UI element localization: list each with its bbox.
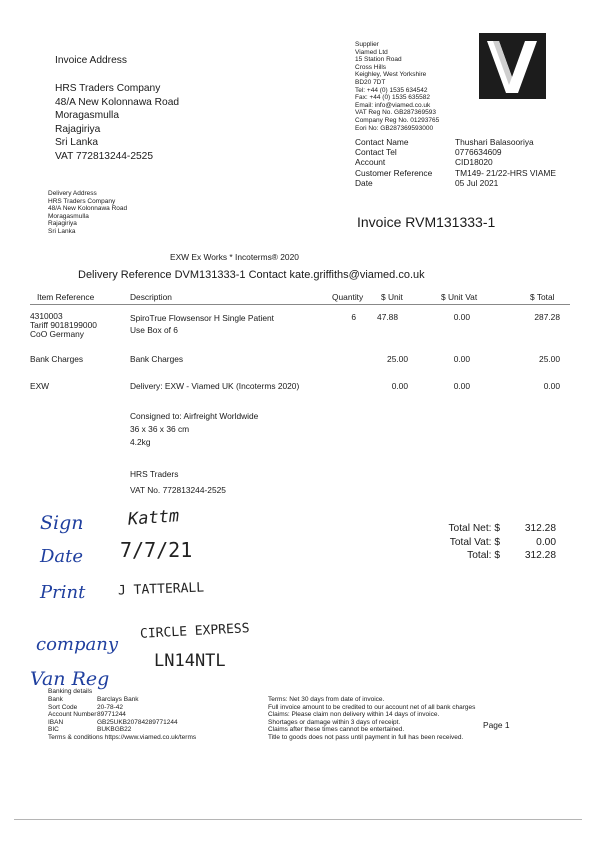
item-unit-vat: 0.00 xyxy=(453,312,470,322)
supplier-line: Cross Hills xyxy=(355,63,387,71)
terms xyxy=(268,696,475,742)
invoice-address-line: 48/A New Kolonnawa Road xyxy=(55,96,180,108)
supplier-line: Tel: +44 (0) 1535 634542 xyxy=(355,86,428,94)
handwritten-print-name: J TATTERALL xyxy=(117,580,205,599)
supplier-line: Viamed Ltd xyxy=(355,48,388,56)
supplier-line: Email: info@viamed.co.uk xyxy=(355,101,431,109)
banking-label: Sort Code xyxy=(48,703,78,711)
terms-line: Claims: Please claim non delivery within 14 days of invoice. xyxy=(268,711,440,719)
delivery-address-line: 48/A New Kolonnawa Road xyxy=(48,205,128,213)
item-tariff: Tariff 9018199000 xyxy=(30,320,97,331)
banking-value: BUKBGB22 xyxy=(97,726,132,734)
banking-label: IBAN xyxy=(48,718,64,726)
handwritten-van-reg-label: Van Reg xyxy=(30,668,110,690)
invoice-address-line: Rajagiriya xyxy=(55,123,101,135)
total-vat-value: 0.00 xyxy=(536,536,556,548)
total-label: Total: $ xyxy=(467,550,500,561)
contact-label: Date xyxy=(355,177,373,188)
contact-label: Contact Name xyxy=(355,137,409,147)
delivery-address-line: Rajagiriya xyxy=(48,220,77,228)
contact-value: CID18020 xyxy=(455,157,493,168)
supplier-line: Eori No: GB287369593000 xyxy=(355,124,434,132)
delivery-address-line: Moragasmulla xyxy=(48,212,89,220)
logo-mark-icon xyxy=(479,33,546,99)
handwritten-company-label: company xyxy=(36,634,119,655)
total-net-value: 312.28 xyxy=(524,523,556,534)
handwritten-van-reg: LN14NTL xyxy=(154,651,226,671)
handwritten-print-label: Print xyxy=(40,582,86,603)
item-unit-vat: 0.00 xyxy=(453,354,470,364)
banking-value: Barclays Bank xyxy=(97,696,139,703)
supplier-address xyxy=(355,41,439,132)
total-vat-label: Total Vat: $ xyxy=(449,536,500,548)
page-number: Page 1 xyxy=(483,720,510,730)
supplier-line: Fax: +44 (0) 1535 635582 xyxy=(355,94,430,102)
item-quantity: 6 xyxy=(351,312,356,322)
contact-details xyxy=(355,137,556,188)
delivery-address-line: HRS Traders Company xyxy=(48,197,116,205)
item-unit-price: 0.00 xyxy=(391,381,408,391)
banking-value: GB25UKB20784289771244 xyxy=(97,718,178,726)
banking-value: 89771244 xyxy=(97,711,126,719)
invoice-vat-number: VAT 772813244-2525 xyxy=(55,150,153,162)
supplier-line: Company Reg No. 01293765 xyxy=(355,116,440,124)
supplier-line: Keighley, West Yorkshire xyxy=(355,71,427,79)
item-origin: CoO Germany xyxy=(30,329,84,340)
banking-details xyxy=(48,696,196,742)
incoterms: EXW Ex Works * Incoterms® 2020 xyxy=(170,252,299,262)
item-reference: Bank Charges xyxy=(30,354,84,364)
table-header-ref: Item Reference xyxy=(37,292,95,302)
handwritten-company-name: CIRCLE EXPRESS xyxy=(139,621,250,642)
customer-name: HRS Traders xyxy=(130,469,179,479)
invoice-address-line: Moragasmulla xyxy=(55,110,119,121)
item-description-line: SpiroTrue Flowsensor H Single Patient xyxy=(130,313,274,323)
contact-value: 0776634609 xyxy=(455,147,502,158)
banking-label: Bank xyxy=(48,696,63,703)
handwritten-signature: Kattm xyxy=(127,506,180,530)
item-reference: 4310003 xyxy=(30,311,63,321)
consignment-line: 4.2kg xyxy=(130,437,151,447)
handwritten-date: 7/7/21 xyxy=(120,538,193,562)
delivery-address-line: Sri Lanka xyxy=(48,227,76,235)
banking-label: Account Number xyxy=(48,711,97,719)
item-unit-price: 25.00 xyxy=(387,354,408,364)
viamed-logo xyxy=(479,33,546,99)
customer-block xyxy=(130,466,226,498)
total-value: 312.28 xyxy=(524,550,556,561)
item-total: 0.00 xyxy=(543,381,560,391)
invoice-title: Invoice RVM131333-1 xyxy=(357,214,496,230)
supplier-line: 15 Station Road xyxy=(355,56,402,64)
terms-line: Shortages or damage within 3 days of receipt. xyxy=(268,718,401,726)
item-total: 25.00 xyxy=(539,354,560,364)
table-header-total: $ Total xyxy=(530,292,555,302)
table-header-unit: $ Unit xyxy=(381,292,403,302)
customer-vat: VAT No. 772813244-2525 xyxy=(130,485,226,495)
contact-label: Customer Reference xyxy=(355,167,433,178)
contact-value: 05 Jul 2021 xyxy=(455,177,499,188)
terms-line: Title to goods does not pass until payment in full has been received. xyxy=(268,733,464,741)
consignment-line: 36 x 36 x 36 cm xyxy=(130,424,190,434)
handwritten-date-label: Date xyxy=(40,546,84,567)
item-description: Bank Charges xyxy=(130,354,184,364)
consignment-line: Consigned to: Airfreight Worldwide xyxy=(130,411,259,421)
item-reference: EXW xyxy=(30,381,50,391)
scan-edge-divider xyxy=(14,819,582,820)
banking-heading: Banking details xyxy=(48,688,93,695)
contact-label: Contact Tel xyxy=(355,147,397,158)
invoice-address-line: Sri Lanka xyxy=(55,137,99,148)
terms-line: Claims after these times cannot be entertained. xyxy=(268,726,405,734)
item-description: Delivery: EXW - Viamed UK (Incoterms 2020) xyxy=(130,381,300,391)
delivery-reference: Delivery Reference DVM131333-1 Contact kate.griffiths@viamed.co.uk xyxy=(78,269,425,281)
item-description-line: Use Box of 6 xyxy=(130,325,178,335)
terms-line: Terms: Net 30 days from date of invoice. xyxy=(268,696,385,703)
contact-value: TM149- 21/22-HRS VIAME xyxy=(455,167,556,178)
terms-line: Full invoice amount to be credited to our account net of all bank charges xyxy=(268,703,476,711)
item-description xyxy=(130,312,274,336)
handwritten-sign-label: Sign xyxy=(40,512,84,534)
banking-value: 20-78-42 xyxy=(97,703,124,711)
delivery-address-heading: Delivery Address xyxy=(48,190,97,197)
delivery-address xyxy=(48,190,127,236)
banking-label: BIC xyxy=(48,726,59,734)
item-unit-price: 47.88 xyxy=(377,312,398,322)
invoice-address-line: HRS Traders Company xyxy=(55,83,161,94)
item-unit-vat: 0.00 xyxy=(453,381,470,391)
supplier-line: BD20 7DT xyxy=(355,78,386,86)
contact-value: Thushari Balasooriya xyxy=(455,137,534,147)
total-net-label: Total Net: $ xyxy=(448,523,500,534)
totals xyxy=(420,522,556,563)
table-header-divider xyxy=(30,304,570,305)
table-header-qty: Quantity xyxy=(332,292,364,302)
consignment-details xyxy=(130,410,258,449)
terms-link[interactable]: Terms & conditions https://www.viamed.co.uk/terms xyxy=(48,733,197,741)
item-total: 287.28 xyxy=(534,312,560,322)
supplier-line: Supplier xyxy=(355,41,379,48)
invoice-address-heading: Invoice Address xyxy=(55,55,127,66)
table-header-desc: Description xyxy=(130,292,172,302)
table-row xyxy=(30,312,97,340)
table-header-vat: $ Unit Vat xyxy=(441,292,478,302)
contact-label: Account xyxy=(355,157,386,168)
invoice-address xyxy=(55,82,179,163)
supplier-line: VAT Reg No. GB287369593 xyxy=(355,109,436,117)
